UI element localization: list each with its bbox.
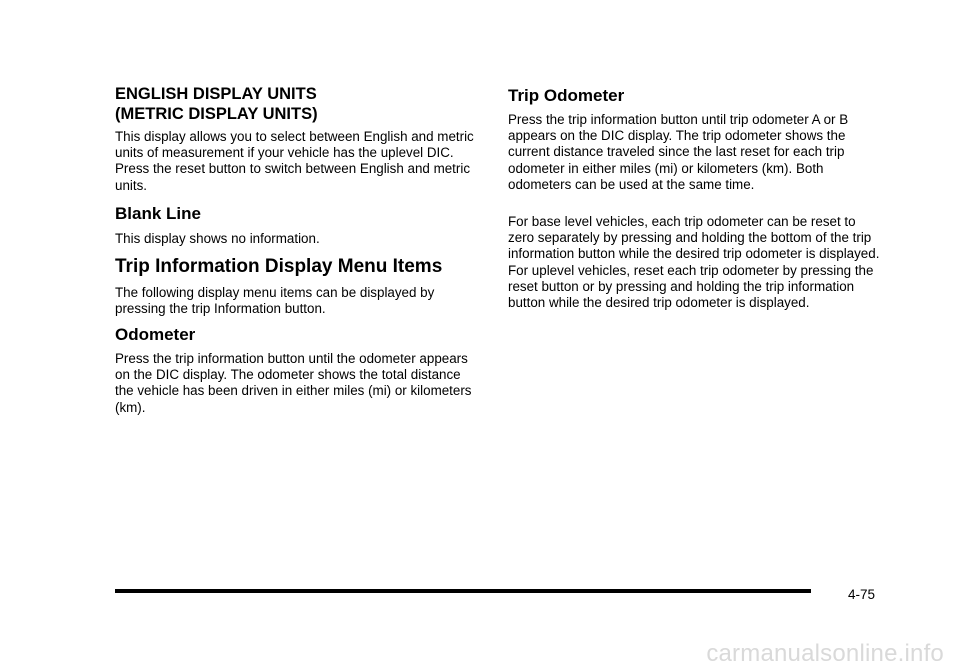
blank-line-heading: Blank Line — [115, 204, 201, 223]
english-units-heading — [115, 84, 475, 124]
english-units-body: This display allows you to select between English and metric units of measurement if your vehicle has the uplevel DIC. Press the reset button to switch between English and metric units. — [115, 129, 474, 193]
trip-info-menu-heading: Trip Information Display Menu Items — [115, 256, 443, 277]
trip-info-menu-body: The following display menu items can be displayed by pressing the trip Information button. — [115, 285, 435, 317]
english-units-title-line1: ENGLISH DISPLAY UNITS — [115, 85, 317, 103]
blank-line-body: This display shows no information. — [115, 231, 320, 246]
watermark: carmanualsonline.info — [706, 640, 944, 667]
english-units-title-line2: (METRIC DISPLAY UNITS) — [115, 105, 318, 123]
odometer-body: Press the trip information button until the odometer appears on the DIC display. The odometer shows the total distance the vehicle has been driven in either miles (mi) or kilometers (km). — [115, 351, 472, 415]
odometer-heading: Odometer — [115, 325, 196, 344]
footer-rule — [115, 589, 811, 593]
trip-odometer-body-1: Press the trip information button until trip odometer A or B appears on the DIC display. The trip odometer shows the current distance traveled since the last reset for each trip odometer in either miles (mi) or kilometers (km). Both odometers can be used at the same time. — [508, 112, 849, 192]
trip-odometer-body-2: For base level vehicles, each trip odometer can be reset to zero separately by pressing and holding the bottom of the trip information button while the desired trip odometer is displayed. For uplevel vehicles, reset each trip odometer by pressing the reset button or by pressing and holding the trip information button while the desired trip odometer is displayed. — [508, 214, 880, 311]
trip-odometer-heading: Trip Odometer — [508, 86, 625, 105]
page-number: 4-75 — [848, 587, 876, 602]
